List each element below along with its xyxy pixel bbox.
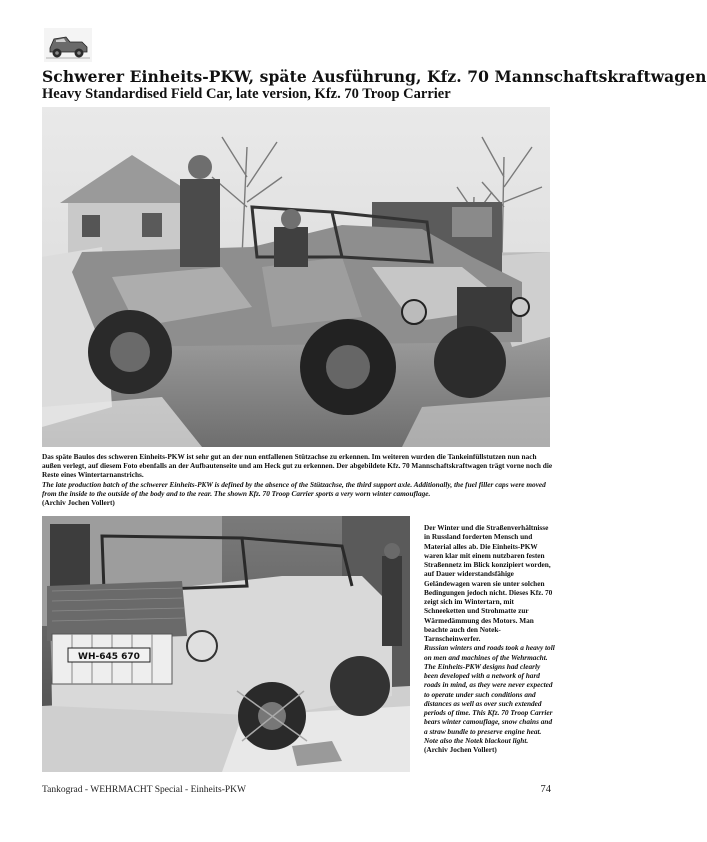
photo-troop-carrier-side-view (42, 107, 550, 447)
page-title-english: Heavy Standardised Field Car, late version, Kfz. 70 Troop Carrier (42, 86, 451, 102)
photo2-caption (424, 523, 556, 754)
truck-logo-icon (44, 28, 92, 62)
photo2-caption-german: Der Winter und die Straßenverhältnisse in Russland forderten Mensch und Material alles ab. Die Einheits-PKW waren klar mit einem nutzbaren festen Straßennetz im Blick konzipiert worden, auf Dauer widerstandsfähige Geländewagen waren sie unter solchen Bedingungen jedoch nicht. Dieses Kfz. 70 zeigt sich im Wintertarn, mit Schneeketten und Strohmatte zur Wärmedämmung des Motors. Man beachte auch den Notek-Tarnscheinwerfer. (424, 523, 553, 643)
licence-plate: WH-645 670 (78, 652, 140, 662)
photo1-credit: (Archiv Jochen Vollert) (42, 498, 115, 508)
photo-winter-camouflage-vehicle (42, 516, 410, 772)
photo1-caption (42, 452, 554, 507)
page-number: 74 (540, 784, 551, 795)
photo1-caption-english: The late production batch of the schwerer Einheits-PKW is defined by the absence of the Stützachse, the third support axle. Additionally, the fuel filler caps were moved from the inside to the outside of the body and to the rear. The shown Kfz. 70 Troop Carrier sports a very worn winter camouflage. (42, 479, 546, 498)
photo1-caption-german: Das späte Baulos des schweren Einheits-PKW ist sehr gut an der nun entfallenen Stützachse zu erkennen. Im weiteren wurden die Tankeinfüllstutzen nun nach außen verlegt, auf diesem Foto ebenfalls an der Aufbautenseite und am Heck gut zu erkennen. Der abgebildete Kfz. 70 Mannschaftskraftwagen trägt vorne noch die Reste eines Wintertarnanstrichs. (42, 452, 553, 480)
footer-publication: Tankograd - WEHRMACHT Special - Einheits-PKW (42, 785, 246, 795)
photo2-caption-english: Russian winters and roads took a heavy toll on men and machines of the Wehrmacht. The Einheits-PKW designs had clearly been developed with a network of hard roads in mind, as they were never expected to operate under such conditions and distances as well as over such extended periods of time. This Kfz. 70 Troop Carrier bears winter camouflage, snow chains and a straw bundle to preserve engine heat. Note also the Notek blackout light. (424, 643, 555, 745)
photo2-credit: (Archiv Jochen Vollert) (424, 745, 497, 754)
page-title-german: Schwerer Einheits-PKW, späte Ausführung, Kfz. 70 Mannschaftskraftwagen (42, 67, 707, 86)
